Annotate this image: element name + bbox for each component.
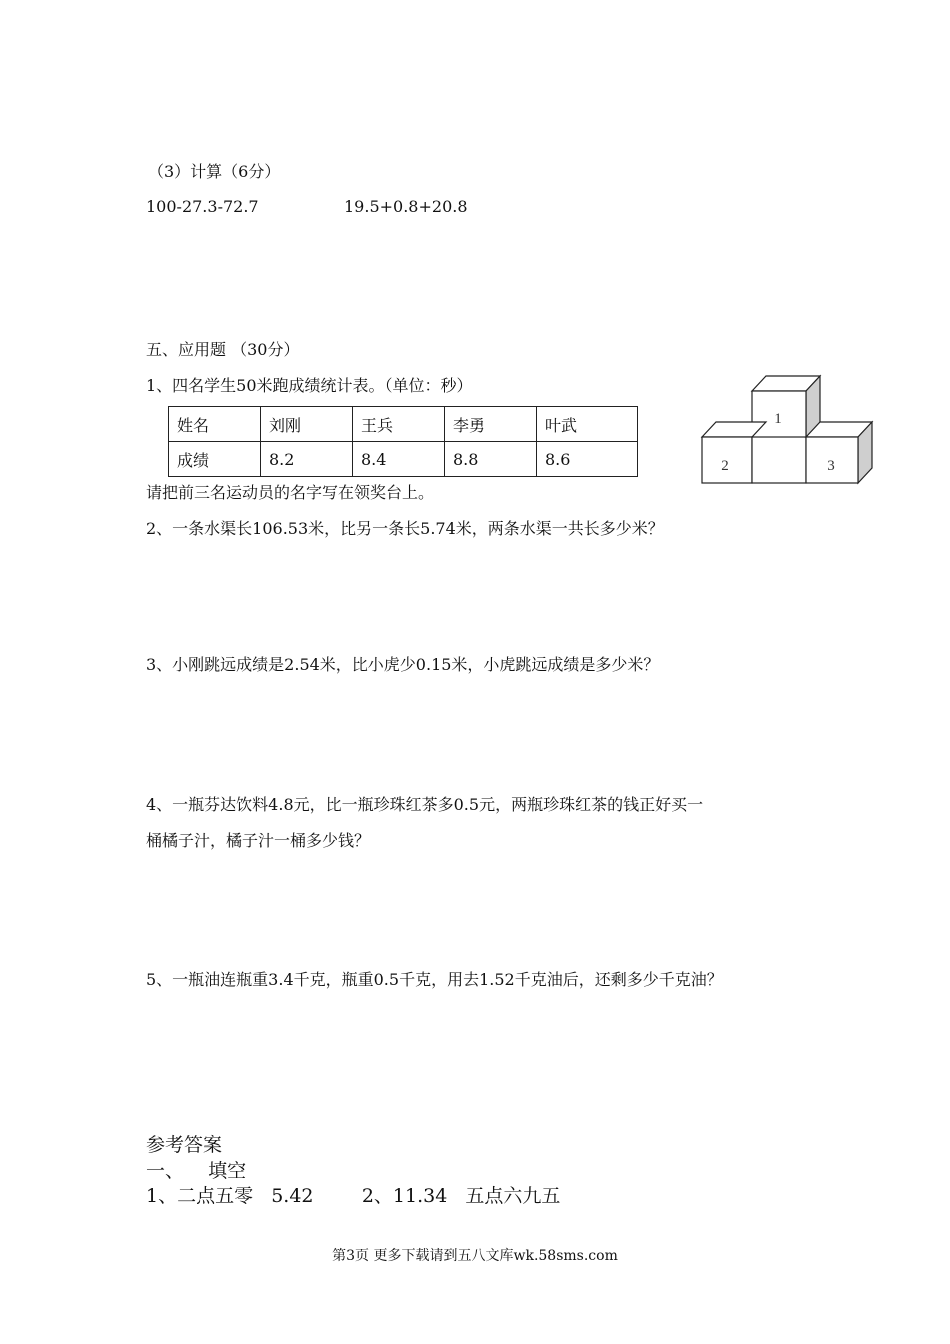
table-cell: 王兵	[353, 407, 445, 442]
question-1-instruction: 请把前三名运动员的名字写在领奖台上。	[146, 483, 435, 502]
question-3: 3、小刚跳远成绩是2.54米，比小虎少0.15米，小虎跳远成绩是多少米？	[146, 655, 660, 674]
question-4-line-1: 4、一瓶芬达饮料4.8元，比一瓶珍珠红茶多0.5元，两瓶珍珠红茶的钱正好买一	[146, 795, 704, 814]
question-1-title: 1、四名学生50米跑成绩统计表。（单位：秒）	[146, 376, 473, 395]
calc-heading: （3）计算（6分）	[148, 162, 281, 181]
table-row	[169, 407, 638, 442]
table-cell: 成绩	[169, 442, 261, 477]
calc-expression-1: 100-27.3-72.7	[146, 197, 259, 216]
answers-line-1: 1、二点五零 5.42 2、11.34 五点六九五	[146, 1185, 561, 1207]
podium-label-first: 1	[774, 411, 782, 427]
table-row	[169, 442, 638, 477]
question-5: 5、一瓶油连瓶重3.4千克，瓶重0.5千克，用去1.52千克油后，还剩多少千克油？	[146, 970, 723, 989]
question-2: 2、一条水渠长106.53米，比另一条长5.74米，两条水渠一共长多少米？	[146, 519, 664, 538]
podium-base-box	[752, 437, 806, 483]
answers-subheading: 一、 填空	[146, 1160, 247, 1182]
podium-label-third: 3	[827, 458, 835, 474]
calc-expression-2: 19.5+0.8+20.8	[344, 197, 468, 216]
table-cell: 8.4	[353, 442, 445, 477]
table-cell: 姓名	[169, 407, 261, 442]
answers-heading: 参考答案	[146, 1134, 223, 1156]
table-cell: 8.2	[261, 442, 353, 477]
table-cell: 8.6	[537, 442, 638, 477]
table-cell: 李勇	[445, 407, 537, 442]
table-cell: 8.8	[445, 442, 537, 477]
question-4-line-2: 桶橘子汁，橘子汁一桶多少钱？	[146, 831, 371, 850]
section-heading: 五、应用题 （30分）	[146, 340, 300, 359]
table-cell: 刘刚	[261, 407, 353, 442]
table-cell: 叶武	[537, 407, 638, 442]
page-footer: 第3页 更多下载请到五八文库wk.58sms.com	[332, 1248, 618, 1264]
podium-diagram	[700, 372, 876, 488]
podium-label-second: 2	[721, 458, 729, 474]
scores-table	[168, 406, 638, 477]
